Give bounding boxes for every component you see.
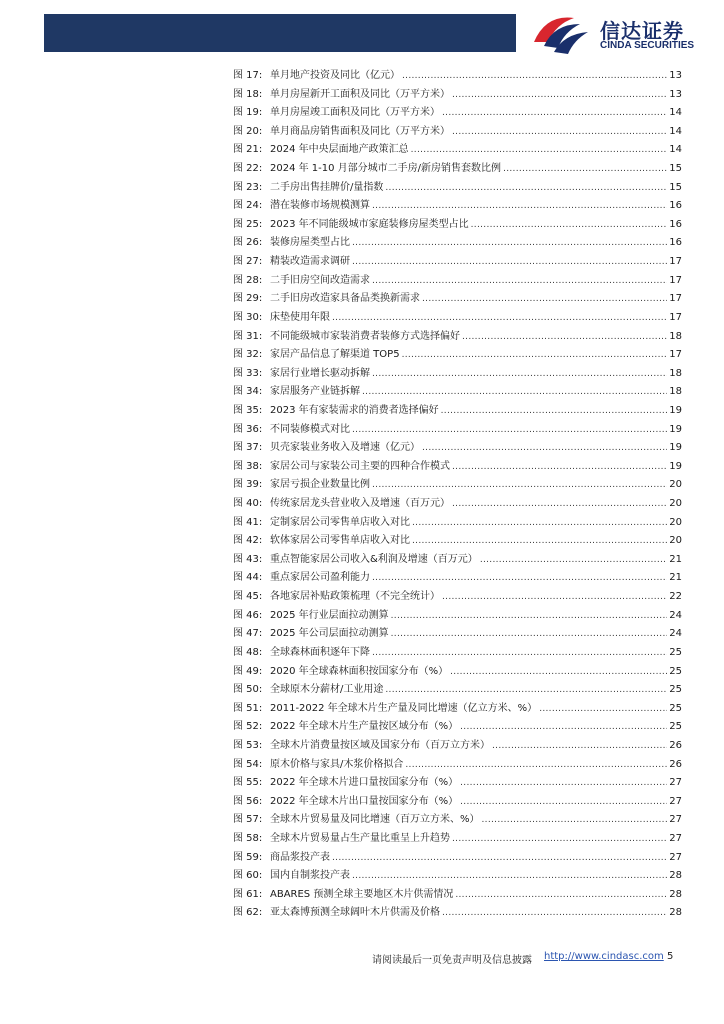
toc-figure-title: 商品浆投产表 (270, 851, 330, 863)
toc-figure-number: 图 22: (233, 163, 263, 175)
toc-page-number: 19 (669, 404, 682, 416)
toc-dot-leader (352, 867, 667, 886)
toc-entry[interactable] (233, 123, 682, 142)
toc-figure-number: 图 43: (233, 553, 263, 565)
toc-dot-leader (391, 625, 668, 644)
toc-figure-title: 国内自制浆投产表 (270, 870, 350, 882)
toc-page-number: 25 (669, 665, 682, 677)
toc-page-number: 20 (669, 479, 682, 491)
toc-figure-number: 图 60: (233, 870, 263, 882)
toc-figure-title: 2023 年有家装需求的消费者选择偏好 (270, 404, 439, 416)
toc-entry[interactable] (233, 253, 682, 272)
toc-entry[interactable] (233, 309, 682, 328)
toc-dot-leader (441, 402, 668, 421)
toc-figure-number: 图 27: (233, 256, 263, 268)
toc-page-number: 25 (669, 646, 682, 658)
toc-figure-title: 家居亏损企业数量比例 (270, 479, 370, 491)
toc-figure-title: 家居服务产业链拆解 (270, 386, 360, 398)
toc-figure-number: 图 42: (233, 535, 263, 547)
toc-figure-title: 二手旧房改造家具备品类换新需求 (270, 293, 420, 305)
toc-figure-number: 图 61: (233, 888, 263, 900)
toc-page-number: 18 (669, 330, 682, 342)
toc-entry[interactable] (233, 607, 682, 626)
toc-page-number: 25 (669, 684, 682, 696)
toc-figure-number: 图 19: (233, 107, 263, 119)
toc-page-number: 25 (669, 721, 682, 733)
toc-figure-number: 图 18: (233, 88, 263, 100)
toc-dot-leader (452, 458, 667, 477)
toc-entry[interactable] (233, 272, 682, 291)
toc-figure-number: 图 56: (233, 795, 263, 807)
toc-entry[interactable] (233, 402, 682, 421)
toc-dot-leader (422, 290, 667, 309)
toc-figure-title: 全球木片消费量按区域及国家分布（百万立方米） (270, 739, 490, 751)
toc-entry[interactable] (233, 588, 682, 607)
toc-figure-title: 传统家居龙头营业收入及增速（百万元） (270, 498, 450, 510)
toc-figure-title: 贝壳家装业务收入及增速（亿元） (270, 442, 420, 454)
toc-figure-number: 图 44: (233, 572, 263, 584)
toc-figure-number: 图 41: (233, 516, 263, 528)
toc-page-number: 17 (669, 311, 682, 323)
toc-page-number: 27 (669, 832, 682, 844)
footer-disclaimer: 请阅读最后一页免责声明及信息披露 (372, 955, 532, 966)
toc-entry[interactable] (233, 365, 682, 384)
toc-figure-number: 图 39: (233, 479, 263, 491)
toc-page-number: 27 (669, 851, 682, 863)
toc-dot-leader (385, 179, 667, 198)
toc-dot-leader (332, 309, 667, 328)
toc-figure-title: 2022 年全球木片进口量按国家分布（%） (270, 777, 459, 789)
toc-entry[interactable] (233, 290, 682, 309)
toc-entry[interactable] (233, 886, 682, 905)
toc-figure-number: 图 55: (233, 777, 263, 789)
toc-figure-title: 全球森林面积逐年下降 (270, 646, 370, 658)
toc-page-number: 20 (669, 516, 682, 528)
toc-dot-leader (462, 328, 667, 347)
toc-figure-number: 图 37: (233, 442, 263, 454)
toc-entry[interactable] (233, 383, 682, 402)
toc-page-number: 21 (669, 553, 682, 565)
toc-figure-number: 图 23: (233, 181, 263, 193)
toc-figure-title: 家居行业增长驱动拆解 (270, 367, 370, 379)
toc-figure-title: 全球木片贸易量占生产量比重呈上升趋势 (270, 832, 450, 844)
toc-figure-number: 图 35: (233, 404, 263, 416)
toc-page-number: 14 (669, 107, 682, 119)
toc-figure-number: 图 25: (233, 218, 263, 230)
toc-figure-title: 床垫使用年限 (270, 311, 330, 323)
toc-dot-leader (471, 216, 668, 235)
toc-figure-title: 2023 年不同能级城市家庭装修房屋类型占比 (270, 218, 469, 230)
toc-dot-leader (402, 67, 667, 86)
toc-page-number: 17 (669, 349, 682, 361)
figure-table-of-contents (233, 67, 682, 923)
toc-figure-number: 图 33: (233, 367, 263, 379)
toc-page-number: 16 (669, 237, 682, 249)
toc-figure-title: 潜在装修市场规模测算 (270, 200, 370, 212)
toc-page-number: 13 (669, 88, 682, 100)
toc-figure-number: 图 48: (233, 646, 263, 658)
toc-entry[interactable] (233, 625, 682, 644)
toc-page-number: 19 (669, 423, 682, 435)
toc-dot-leader (411, 141, 668, 160)
toc-dot-leader (372, 569, 667, 588)
toc-page-number: 22 (669, 591, 682, 603)
toc-dot-leader (480, 551, 667, 570)
toc-figure-number: 图 34: (233, 386, 263, 398)
toc-dot-leader (492, 737, 667, 756)
toc-dot-leader (412, 532, 667, 551)
toc-figure-number: 图 52: (233, 721, 263, 733)
toc-figure-title: 二手房出售挂牌价/量指数 (270, 181, 384, 193)
toc-figure-title: 软体家居公司零售单店收入对比 (270, 535, 410, 547)
toc-entry[interactable] (233, 830, 682, 849)
toc-page-number: 28 (669, 907, 682, 919)
toc-dot-leader (372, 197, 667, 216)
toc-figure-number: 图 49: (233, 665, 263, 677)
toc-figure-title: 2024 年 1-10 月部分城市二手房/新房销售套数比例 (270, 163, 502, 175)
toc-dot-leader (460, 774, 667, 793)
toc-page-number: 19 (669, 442, 682, 454)
toc-entry[interactable] (233, 439, 682, 458)
toc-figure-number: 图 62: (233, 907, 263, 919)
toc-figure-number: 图 30: (233, 311, 263, 323)
toc-figure-number: 图 40: (233, 498, 263, 510)
toc-page-number: 13 (669, 70, 682, 81)
toc-page-number: 25 (669, 702, 682, 714)
toc-dot-leader (422, 439, 667, 458)
toc-figure-number: 图 54: (233, 758, 263, 770)
toc-entry[interactable] (233, 476, 682, 495)
toc-page-number: 19 (669, 460, 682, 472)
toc-figure-number: 图 28: (233, 274, 263, 286)
toc-dot-leader (352, 234, 667, 253)
toc-figure-number: 图 46: (233, 609, 263, 621)
toc-page-number: 17 (669, 293, 682, 305)
toc-page-number: 27 (669, 795, 682, 807)
toc-dot-leader (372, 365, 667, 384)
toc-dot-leader (405, 756, 667, 775)
toc-figure-title: ABARES 预测全球主要地区木片供需情况 (270, 888, 454, 900)
toc-page-number: 14 (669, 144, 682, 156)
toc-figure-number: 图 53: (233, 739, 263, 751)
toc-figure-title: 不同装修模式对比 (270, 423, 350, 435)
toc-dot-leader (452, 86, 667, 105)
toc-entry[interactable] (233, 811, 682, 830)
toc-dot-leader (539, 700, 667, 719)
toc-dot-leader (452, 495, 667, 514)
toc-figure-title: 亚太森博预测全球阔叶木片供需及价格 (270, 907, 440, 919)
toc-figure-title: 单月房屋竣工面积及同比（万平方米） (270, 107, 440, 119)
toc-figure-number: 图 20: (233, 125, 263, 137)
toc-figure-number: 图 26: (233, 237, 263, 249)
toc-figure-title: 全球木片贸易量及同比增速（百万立方米、%） (270, 814, 480, 826)
toc-figure-title: 定制家居公司零售单店收入对比 (270, 516, 410, 528)
toc-dot-leader (442, 104, 667, 123)
toc-dot-leader (450, 663, 667, 682)
toc-entry[interactable] (233, 67, 682, 86)
toc-figure-title: 单月商品房销售面积及同比（万平方米） (270, 125, 450, 137)
footer-website-link[interactable]: http://www.cindasc.com (544, 951, 664, 962)
toc-entry[interactable] (233, 849, 682, 868)
toc-page-number: 27 (669, 814, 682, 826)
toc-figure-number: 图 31: (233, 330, 263, 342)
toc-entry[interactable] (233, 867, 682, 886)
toc-dot-leader (442, 904, 667, 923)
toc-page-number: 27 (669, 777, 682, 789)
toc-entry[interactable] (233, 160, 682, 179)
toc-figure-title: 不同能级城市家装消费者装修方式选择偏好 (270, 330, 460, 342)
toc-page-number: 26 (669, 739, 682, 751)
toc-figure-title: 单月地产投资及同比（亿元） (270, 70, 400, 81)
toc-entry[interactable] (233, 86, 682, 105)
toc-figure-number: 图 17: (233, 70, 263, 81)
toc-figure-title: 各地家居补贴政策梳理（不完全统计） (270, 591, 440, 603)
toc-figure-title: 精装改造需求调研 (270, 256, 350, 268)
toc-entry[interactable] (233, 532, 682, 551)
toc-figure-number: 图 58: (233, 832, 263, 844)
toc-dot-leader (372, 272, 667, 291)
toc-dot-leader (455, 886, 667, 905)
toc-figure-number: 图 59: (233, 851, 263, 863)
toc-figure-title: 单月房屋新开工面积及同比（万平方米） (270, 88, 450, 100)
toc-dot-leader (332, 849, 667, 868)
toc-page-number: 14 (669, 125, 682, 137)
toc-entry[interactable] (233, 569, 682, 588)
toc-entry[interactable] (233, 718, 682, 737)
toc-page-number: 28 (669, 888, 682, 900)
toc-figure-title: 二手旧房空间改造需求 (270, 274, 370, 286)
toc-entry[interactable] (233, 681, 682, 700)
page-number: 5 (667, 951, 674, 962)
toc-figure-number: 图 50: (233, 684, 263, 696)
toc-dot-leader (412, 514, 667, 533)
toc-page-number: 28 (669, 870, 682, 882)
toc-figure-number: 图 21: (233, 144, 263, 156)
toc-figure-title: 2020 年全球森林面积按国家分布（%） (270, 665, 449, 677)
toc-dot-leader (372, 644, 667, 663)
toc-page-number: 18 (669, 367, 682, 379)
company-logo (530, 12, 710, 58)
toc-page-number: 16 (669, 200, 682, 212)
toc-figure-title: 2024 年中央层面地产政策汇总 (270, 144, 409, 156)
toc-entry[interactable] (233, 458, 682, 477)
toc-entry[interactable] (233, 197, 682, 216)
toc-page-number: 15 (669, 163, 682, 175)
toc-entry[interactable] (233, 644, 682, 663)
logo-chinese-text: 信达证券 (600, 19, 684, 43)
toc-page-number: 26 (669, 758, 682, 770)
toc-dot-leader (385, 681, 667, 700)
toc-entry[interactable] (233, 551, 682, 570)
toc-figure-title: 装修房屋类型占比 (270, 237, 350, 249)
toc-entry[interactable] (233, 514, 682, 533)
toc-entry[interactable] (233, 328, 682, 347)
toc-dot-leader (482, 811, 668, 830)
logo-mark-icon (530, 12, 592, 58)
toc-entry[interactable] (233, 774, 682, 793)
toc-figure-title: 2022 年全球木片生产量按区域分布（%） (270, 721, 459, 733)
toc-entry[interactable] (233, 904, 682, 923)
toc-figure-number: 图 24: (233, 200, 263, 212)
toc-figure-number: 图 32: (233, 349, 263, 361)
toc-figure-number: 图 38: (233, 460, 263, 472)
toc-figure-number: 图 51: (233, 702, 263, 714)
toc-entry[interactable] (233, 737, 682, 756)
toc-entry[interactable] (233, 700, 682, 719)
toc-page-number: 21 (669, 572, 682, 584)
toc-dot-leader (452, 123, 667, 142)
toc-page-number: 24 (669, 628, 682, 640)
toc-figure-number: 图 47: (233, 628, 263, 640)
logo-english-text: CINDA SECURITIES (600, 40, 695, 51)
toc-figure-title: 2025 年行业层面拉动测算 (270, 609, 389, 621)
toc-entry[interactable] (233, 756, 682, 775)
toc-page-number: 16 (669, 218, 682, 230)
toc-figure-number: 图 36: (233, 423, 263, 435)
toc-figure-title: 家居公司与家装公司主要的四种合作模式 (270, 460, 450, 472)
toc-entry[interactable] (233, 104, 682, 123)
toc-entry[interactable] (233, 346, 682, 365)
toc-dot-leader (460, 793, 667, 812)
toc-page-number: 17 (669, 274, 682, 286)
toc-dot-leader (460, 718, 667, 737)
toc-dot-leader (362, 383, 667, 402)
toc-dot-leader (442, 588, 667, 607)
toc-page-number: 18 (669, 386, 682, 398)
toc-entry[interactable] (233, 495, 682, 514)
toc-figure-title: 2022 年全球木片出口量按国家分布（%） (270, 795, 459, 807)
toc-page-number: 15 (669, 181, 682, 193)
toc-entry[interactable] (233, 141, 682, 160)
toc-figure-number: 图 29: (233, 293, 263, 305)
toc-figure-title: 全球原木分薪材/工业用途 (270, 684, 384, 696)
toc-figure-title: 重点智能家居公司收入&利润及增速（百万元） (270, 553, 478, 565)
toc-figure-title: 原木价格与家具/木浆价格拟合 (270, 758, 404, 770)
toc-dot-leader (503, 160, 667, 179)
toc-page-number: 20 (669, 535, 682, 547)
toc-page-number: 17 (669, 256, 682, 268)
toc-figure-number: 图 45: (233, 591, 263, 603)
toc-page-number: 24 (669, 609, 682, 621)
toc-dot-leader (352, 253, 667, 272)
toc-entry[interactable] (233, 216, 682, 235)
toc-entry[interactable] (233, 793, 682, 812)
toc-entry[interactable] (233, 421, 682, 440)
toc-dot-leader (452, 830, 667, 849)
toc-page-number: 20 (669, 498, 682, 510)
toc-entry[interactable] (233, 663, 682, 682)
toc-figure-number: 图 57: (233, 814, 263, 826)
toc-figure-title: 家居产品信息了解渠道 TOP5 (270, 349, 400, 361)
toc-dot-leader (372, 476, 667, 495)
toc-dot-leader (391, 607, 668, 626)
toc-figure-title: 2025 年公司层面拉动测算 (270, 628, 389, 640)
toc-figure-title: 2011-2022 年全球木片生产量及同比增速（亿立方米、%） (270, 702, 538, 714)
toc-entry[interactable] (233, 179, 682, 198)
toc-dot-leader (402, 346, 668, 365)
toc-figure-title: 重点家居公司盈利能力 (270, 572, 370, 584)
toc-dot-leader (352, 421, 667, 440)
header-band (44, 14, 516, 52)
toc-entry[interactable] (233, 234, 682, 253)
